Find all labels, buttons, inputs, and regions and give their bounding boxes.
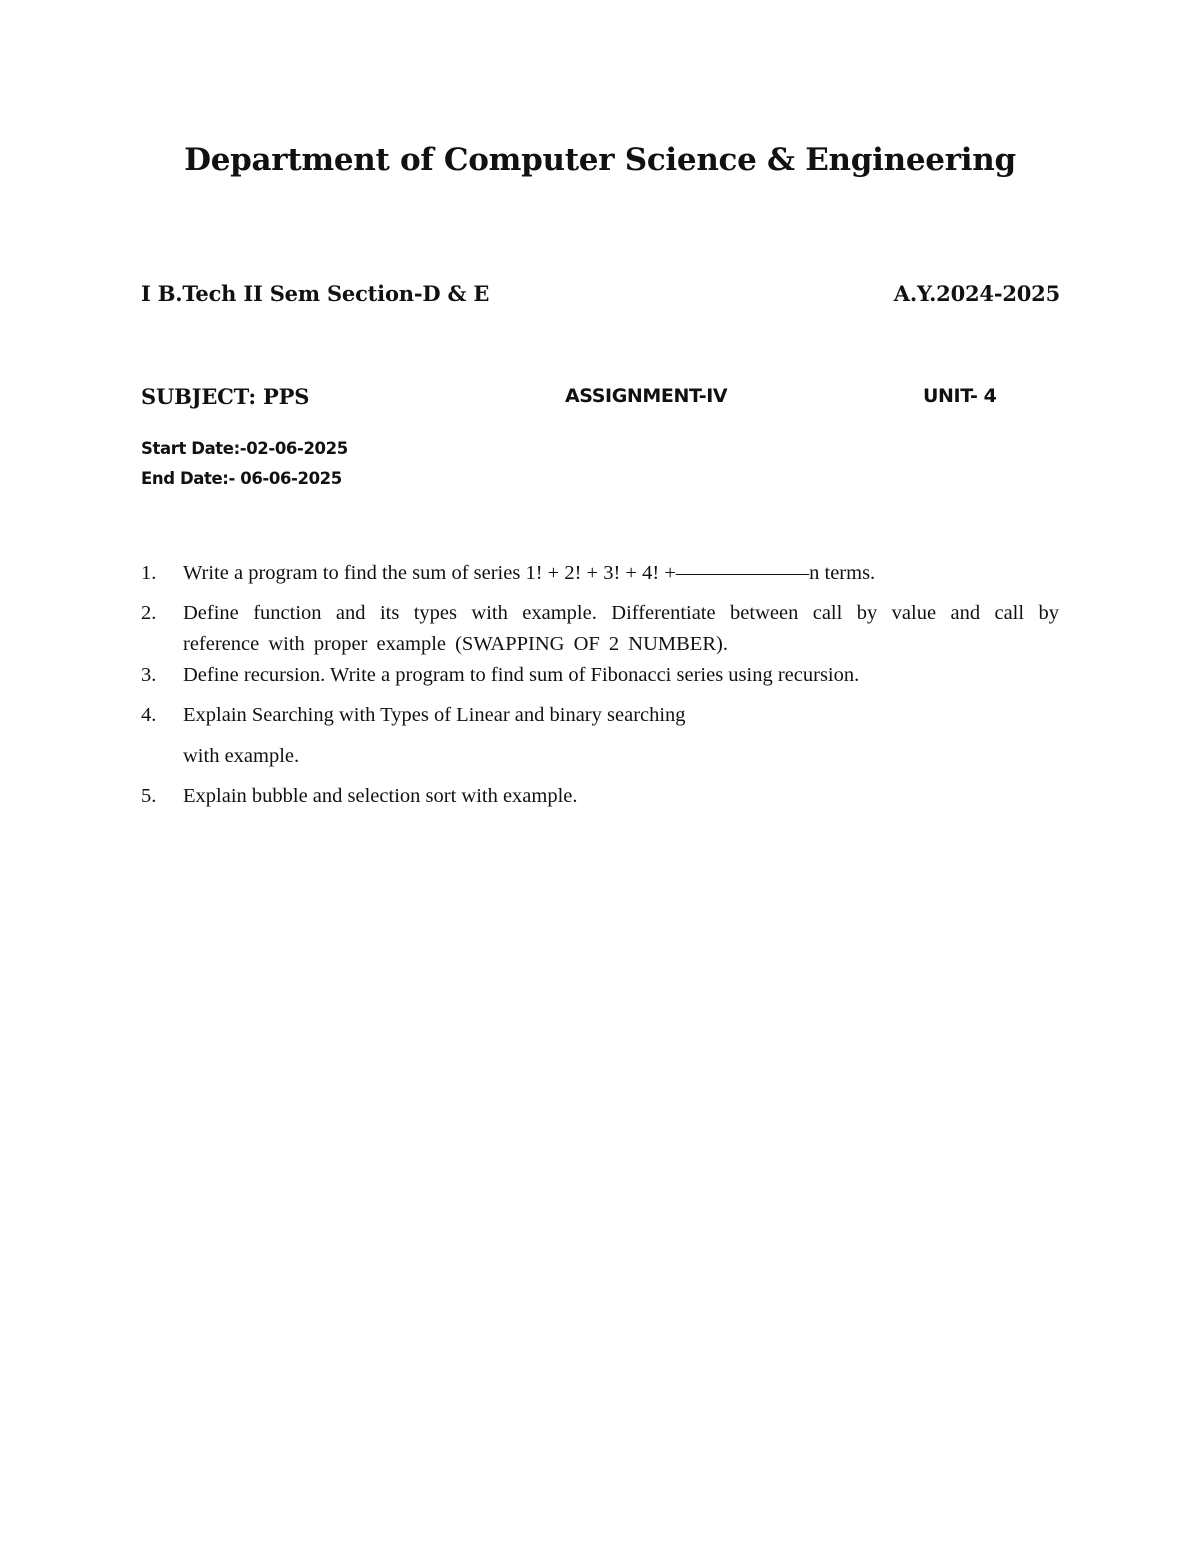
question-text: Define recursion. Write a program to find sum of Fibonacci series using recursion. xyxy=(183,664,860,686)
academic-year: A.Y.2024-2025 xyxy=(893,281,1060,306)
question-text: Write a program to find the sum of series 1! + 2! + 3! + 4! +——————–n terms. xyxy=(183,562,876,584)
question-text: Define function and its types with example. Differentiate between call by value and call by reference with proper example (SWAPPING OF 2 NUMBER). xyxy=(183,602,1059,655)
question-number: 5. xyxy=(141,785,157,807)
question-number: 2. xyxy=(141,602,157,624)
question-text: Explain bubble and selection sort with example. xyxy=(183,785,578,807)
question-text: Explain Searching with Types of Linear and binary searching xyxy=(183,704,686,726)
question-number: 1. xyxy=(141,562,157,584)
question-number: 3. xyxy=(141,664,157,686)
question-item xyxy=(141,700,1059,772)
assignment-label: ASSIGNMENT-IV xyxy=(565,385,728,407)
question-item xyxy=(141,598,1059,660)
question-item xyxy=(141,781,1059,812)
question-list xyxy=(141,558,1059,812)
subject-label: SUBJECT: PPS xyxy=(141,384,310,409)
question-text-continuation: with example. xyxy=(183,745,300,767)
start-date: Start Date:-02-06-2025 xyxy=(141,439,348,458)
question-item xyxy=(141,558,1059,589)
end-date: End Date:- 06-06-2025 xyxy=(141,469,342,488)
question-item xyxy=(141,660,1059,691)
unit-label: UNIT- 4 xyxy=(923,385,997,407)
page-title: Department of Computer Science & Engineering xyxy=(184,142,1016,178)
course-line: I B.Tech II Sem Section-D & E xyxy=(141,281,490,306)
question-number: 4. xyxy=(141,704,157,726)
